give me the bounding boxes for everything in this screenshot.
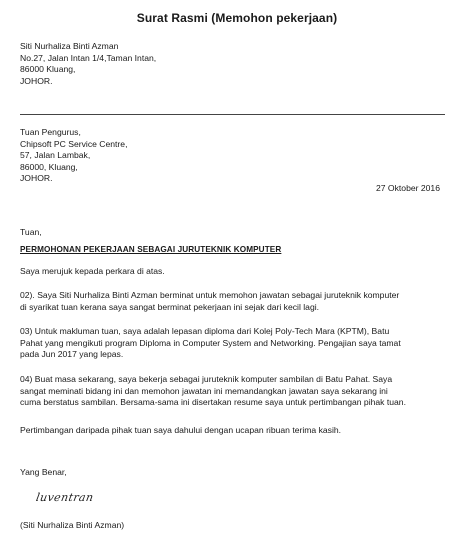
paragraph-04 [20,374,455,409]
paragraph-line: Saya merujuk kepada perkara di atas. [20,266,165,276]
paragraph-line: 02). Saya Siti Nurhaliza Binti Azman berminat untuk memohon jawatan sebagai juruteknik komputer [20,290,400,300]
paragraph-closing [20,425,455,437]
letter-date: 27 Oktober 2016 [375,183,440,193]
paragraph-line: 03) Untuk makluman tuan, saya adalah lepasan diploma dari Kolej Poly-Tech Mara (KPTM), Batu [20,326,390,336]
paragraph-03 [20,326,455,361]
paragraph-line: 04) Buat masa sekarang, saya bekerja sebagai juruteknik komputer sambilan di Batu Pahat. Saya [20,374,393,384]
closing-phrase: Yang Benar, [20,467,67,477]
recipient-line: JOHOR. [20,173,53,184]
sender-address [20,41,156,87]
paragraph-line: cuma berstatus sambilan. Bersama-sama ini disertakan resume saya untuk pertimbangan pihak tuan. [20,397,406,408]
paragraph-line: pada Jun 2017 yang lepas. [20,349,124,360]
recipient-line: 86000, Kluang, [20,161,78,172]
paragraph-line: Pertimbangan daripada pihak tuan saya dahului dengan ucapan ribuan terima kasih. [20,425,342,435]
paragraph-02 [20,290,455,313]
recipient-line: Tuan Pengurus, [20,127,81,137]
paragraph-intro [20,266,455,278]
recipient-line: 57, Jalan Lambak, [20,150,91,161]
paragraph-line: di syarikat tuan kerana saya sangat berminat pekerjaan ini sejak dari kecil lagi. [20,301,320,312]
sender-line: No.27, Jalan Intan 1/4,Taman Intan, [20,52,157,63]
signoff-name: (Siti Nurhaliza Binti Azman) [20,520,125,530]
sender-line: JOHOR. [20,75,53,86]
recipient-line: Chipsoft PC Service Centre, [20,138,128,149]
sender-line: 86000 Kluang, [20,64,76,75]
letter-title: Surat Rasmi (Memohon pekerjaan) [136,11,338,25]
salutation: Tuan, [20,227,42,237]
handwritten-signature: luventran [35,491,95,504]
paragraph-line: Pahat yang mengikuti program Diploma in Computer System and Networking. Pengajian saya tamat [20,337,401,348]
paragraph-line: sangat meminati bidang ini dan memohon jawatan ini memandangkan jawatan saya sekarang ini [20,385,388,396]
address-divider [20,114,445,115]
recipient-address [20,127,127,185]
letter-subject: PERMOHONAN PEKERJAAN SEBAGAI JURUTEKNIK KOMPUTER [20,245,282,254]
sender-line: Siti Nurhaliza Binti Azman [20,41,119,51]
